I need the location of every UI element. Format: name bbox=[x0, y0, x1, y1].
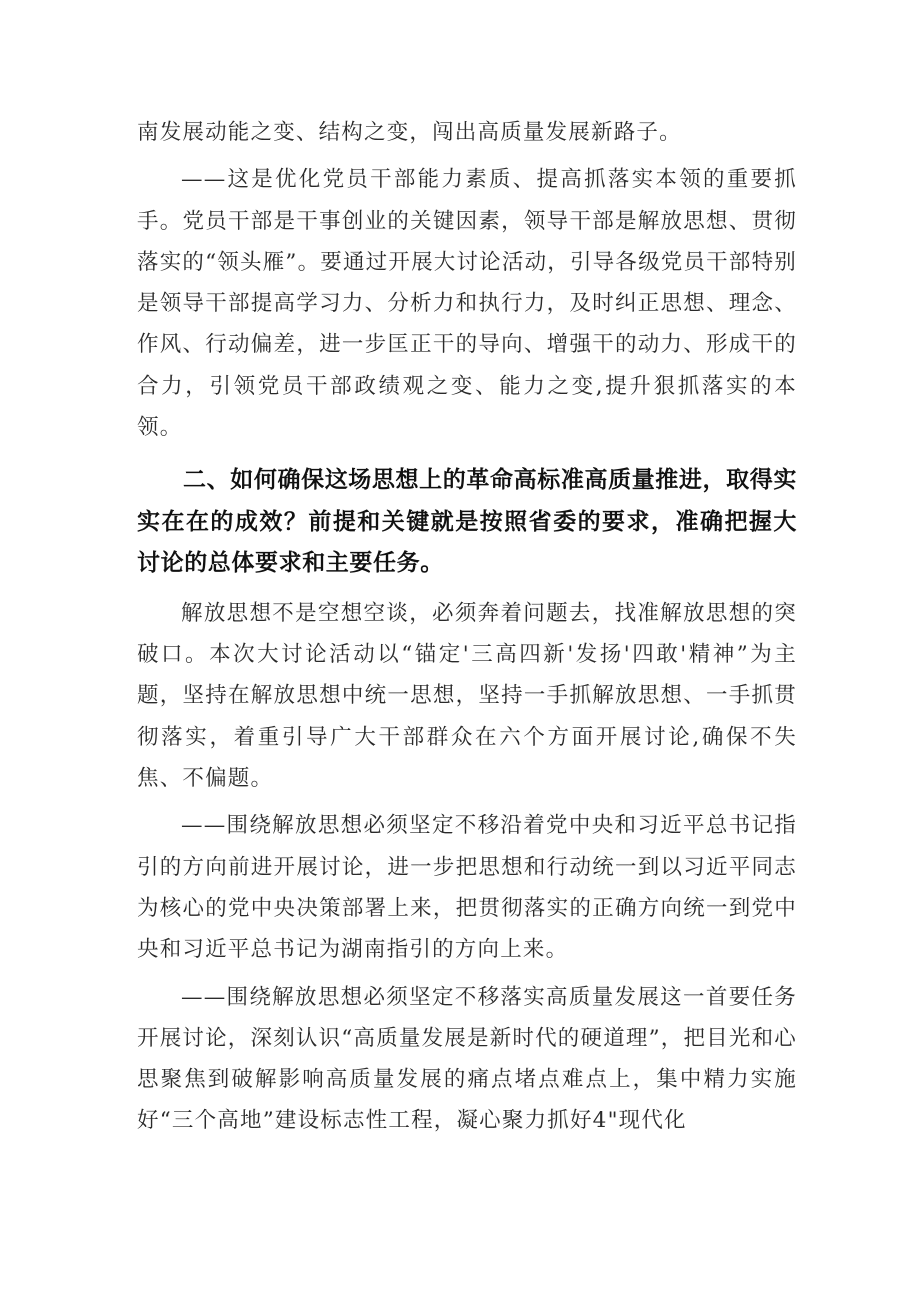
paragraph-capability: ——这是优化党员干部能力素质、提高抓落实本领的重要抓手。党员干部是干事创业的关键因素，领导干部是解放思想、贯彻落实的“领头雁”。要通过开展大讨论活动，引导各级党员干部特别是领导干部提高学习力、分析力和执行力，及时纠正思想、理念、作风、行动偏差，进一步匡正干的导向、增强干的动力、形成干的合力，引领党员干部政绩观之变、能力之变,提升狠抓落实的本领。 bbox=[137, 167, 797, 441]
document-body bbox=[137, 112, 797, 1142]
paragraph-direction: ——围绕解放思想必须坚定不移沿着党中央和习近平总书记指引的方向前进开展讨论，进一步把思想和行动统一到以习近平同志为核心的党中央决策部署上来，把贯彻落实的正确方向统一到党中央和习近平总书记为湖南指引的方向上来。 bbox=[137, 813, 797, 963]
section-heading-two: 二、如何确保这场思想上的革命高标准高质量推进，取得实实在在的成效？前提和关键就是按照省委的要求，准确把握大讨论的总体要求和主要任务。 bbox=[137, 467, 797, 577]
paragraph-quality-development: ——围绕解放思想必须坚定不移落实高质量发展这一首要任务开展讨论，深刻认识“高质量发展是新时代的硬道理”，把目光和心思聚焦到破解影响高质量发展的痛点堵点难点上，集中精力实施好“三个高地”建设标志性工程，凝心聚力抓好4"现代化 bbox=[137, 984, 797, 1134]
paragraph-continuation: 南发展动能之变、结构之变，闯出高质量发展新路子。 bbox=[137, 120, 682, 145]
paragraph-theme: 解放思想不是空想空谈，必须奔着问题去，找准解放思想的突破口。本次大讨论活动以“锚定'三高四新'发扬'四敢'精神”为主题，坚持在解放思想中统一思想，坚持一手抓解放思想、一手抓贯彻落实，着重引导广大干部群众在六个方面开展讨论,确保不失焦、不偏题。 bbox=[137, 600, 797, 792]
